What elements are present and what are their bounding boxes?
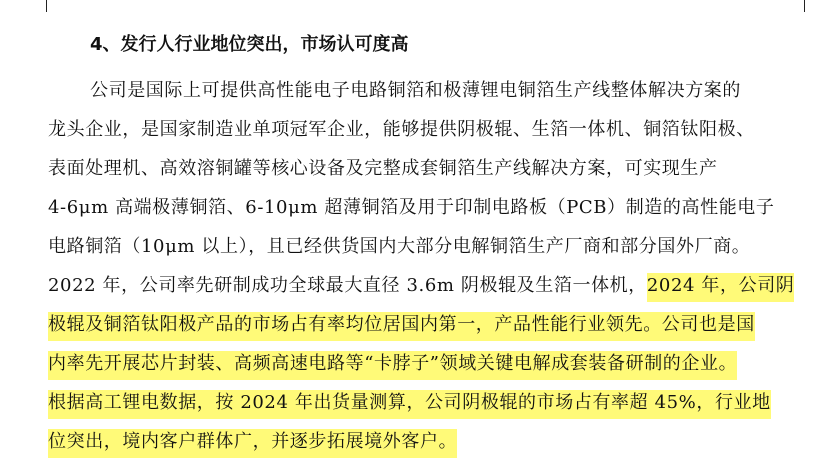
page-border-right <box>804 0 805 12</box>
paragraph-line <box>48 351 808 390</box>
paragraph-line <box>48 234 808 273</box>
highlighted-text: 2024 年，公司阴 <box>647 273 795 302</box>
line-text: 龙头企业，是国家制造业单项冠军企业，能够提供阴极辊、生箔一体机、铜箔钛阳极、 <box>48 119 755 140</box>
line-text: 表面处理机、高效溶铜罐等核心设备及完整成套铜箔生产线解决方案，可实现生产 <box>48 158 718 179</box>
paragraph-line <box>48 195 808 234</box>
line-text: 电路铜箔（10μm 以上），且已经供货国内大部分电解铜箔生产厂商和部分国外厂商。 <box>48 236 751 257</box>
paragraph-line <box>48 117 808 156</box>
highlighted-text: 根据高工锂电数据，按 2024 年出货量测算，公司阴极辊的市场占有率超 45%，行业地 <box>48 390 771 419</box>
paragraph-line <box>48 390 808 429</box>
highlighted-text: 位突出，境内客户群体广，并逐步拓展境外客户。 <box>48 429 457 458</box>
line-text: 公司是国际上可提供高性能电子电路铜箔和极薄锂电铜箔生产线整体解决方案的 <box>90 80 741 101</box>
highlighted-text: 内率先开展芯片封装、高频高速电路等“卡脖子”领域关键电解成套装备研制的企业。 <box>48 351 737 380</box>
paragraph-line <box>48 156 808 195</box>
paragraph-line <box>48 78 808 117</box>
page-border-left <box>46 0 47 12</box>
body-paragraph <box>48 78 808 468</box>
highlighted-text: 极辊及铜箔钛阳极产品的市场占有率均位居国内第一，产品性能行业领先。公司也是国 <box>48 312 755 341</box>
paragraph-line <box>48 429 808 468</box>
paragraph-line <box>48 312 808 351</box>
paragraph-line <box>48 273 808 312</box>
line-text: 4-6μm 高端极薄铜箔、6-10μm 超薄铜箔及用于印制电路板（PCB）制造的高性能电子 <box>48 197 775 218</box>
line-text: 2022 年，公司率先研制成功全球最大直径 3.6m 阴极辊及生箔一体机， <box>48 275 647 296</box>
section-heading: 4、发行人行业地位突出，市场认可度高 <box>90 34 409 55</box>
